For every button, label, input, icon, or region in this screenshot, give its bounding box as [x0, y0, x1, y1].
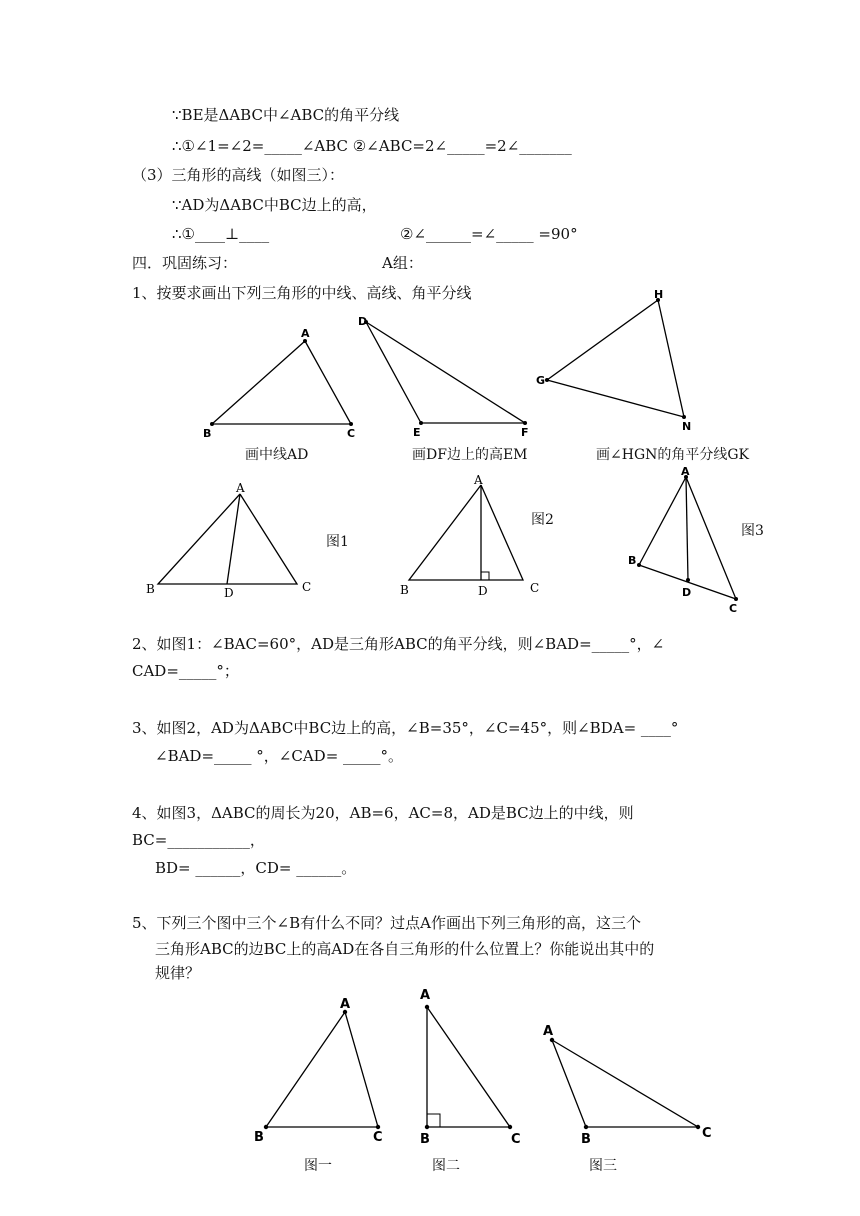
question-3-line-1: 3、如图2，AD为ΔABC中BC边上的高，∠B=35°，∠C=45°，则∠BDA= ____°: [132, 719, 679, 737]
point-label-b: B: [254, 1130, 264, 1145]
point-label-a: A: [474, 473, 483, 487]
triangle-ghn-bisector: [536, 288, 691, 433]
point-label-d: D: [682, 586, 692, 599]
point-label-d: D: [224, 586, 234, 600]
conclusion-line-right-angle: ②∠______=∠_____ =90°: [400, 225, 578, 243]
point-label-a: A: [301, 327, 310, 340]
point-label-c: C: [347, 427, 356, 440]
figure-2-altitude: [400, 473, 539, 598]
question-5-line-1: 5、下列三个图中三个∠B有什么不同？过点A作画出下列三角形的高，这三个: [132, 914, 641, 932]
given-line-angle-bisector: ∵BE是ΔABC中∠ABC的角平分线: [172, 106, 400, 124]
question-3-line-2: ∠BAD=_____ °，∠CAD= _____°。: [155, 747, 404, 765]
point-label-a: A: [681, 465, 690, 478]
triangle-abc-median: [203, 327, 355, 440]
point-label-b: B: [581, 1132, 591, 1147]
question-5-line-2: 三角形ABC的边BC上的高AD在各自三角形的什么位置上？你能说出其中的: [155, 940, 655, 958]
figure-1-label: 图1: [326, 534, 349, 550]
caption-figure-one: 图一: [304, 1158, 332, 1174]
point-label-d: D: [478, 584, 488, 598]
point-label-c: C: [511, 1132, 521, 1147]
point-label-b: B: [628, 554, 637, 567]
exercise-1-text: 1、按要求画出下列三角形的中线、高线、角平分线: [132, 284, 472, 302]
point-label-n: N: [682, 420, 692, 433]
conclusion-line-bisector: ∴①∠1=∠2=_____∠ABC ②∠ABC=2∠_____=2∠_______: [172, 137, 572, 155]
conclusion-line-perpendicular: ∴①____⊥____: [172, 225, 270, 243]
figure-2-label: 图2: [531, 512, 554, 528]
caption-figure-two: 图二: [432, 1158, 460, 1174]
point-label-e: E: [413, 426, 421, 439]
point-label-c: C: [702, 1126, 712, 1141]
section-heading-practice: 四．巩固练习：: [132, 254, 238, 272]
point-label-g: G: [536, 374, 546, 387]
question-4-line-2: BC=___________，: [132, 831, 265, 849]
group-a-label: A组：: [382, 254, 423, 272]
figure-three-obtuse: [543, 1024, 712, 1147]
point-label-b: B: [420, 1132, 430, 1147]
point-label-b: B: [203, 427, 212, 440]
section-heading-altitude: （3）三角形的高线（如图三）：: [132, 166, 345, 184]
caption-draw-bisector: 画∠HGN的角平分线GK: [596, 447, 750, 463]
point-label-c: C: [530, 581, 540, 595]
question-4-line-3: BD= ______，CD= ______。: [155, 859, 357, 877]
question-5-line-3: 规律？: [155, 964, 201, 982]
question-2-line-1: 2、如图1：∠BAC=60°，AD是三角形ABC的角平分线，则∠BAD=_____°，∠: [132, 635, 665, 653]
question-4-line-1: 4、如图3，ΔABC的周长为20，AB=6，AC=8，AD是BC边上的中线，则: [132, 804, 634, 822]
point-label-b: B: [146, 582, 155, 596]
question-2-line-2: CAD=_____°；: [132, 662, 239, 680]
figure-one-acute: [254, 997, 383, 1145]
point-label-d: D: [358, 315, 368, 328]
caption-figure-three: 图三: [589, 1158, 617, 1174]
point-label-f: F: [521, 426, 529, 439]
figure-1-bisector: [146, 481, 311, 600]
point-label-c: C: [729, 602, 738, 615]
triangle-def-altitude: [358, 315, 529, 439]
point-label-c: C: [302, 580, 312, 594]
point-label-a: A: [420, 988, 431, 1003]
given-line-altitude: ∵AD为ΔABC中BC边上的高，: [172, 196, 377, 214]
point-label-c: C: [373, 1130, 383, 1145]
caption-draw-median: 画中线AD: [245, 447, 309, 463]
figure-3-median: [628, 465, 738, 615]
point-label-a: A: [236, 481, 245, 495]
point-label-a: A: [340, 997, 351, 1012]
figure-3-label: 图3: [741, 523, 764, 539]
point-label-b: B: [400, 583, 409, 597]
point-label-a: A: [543, 1024, 554, 1039]
point-label-h: H: [654, 288, 664, 301]
figure-two-right: [420, 988, 521, 1147]
caption-draw-altitude: 画DF边上的高EM: [412, 447, 528, 463]
